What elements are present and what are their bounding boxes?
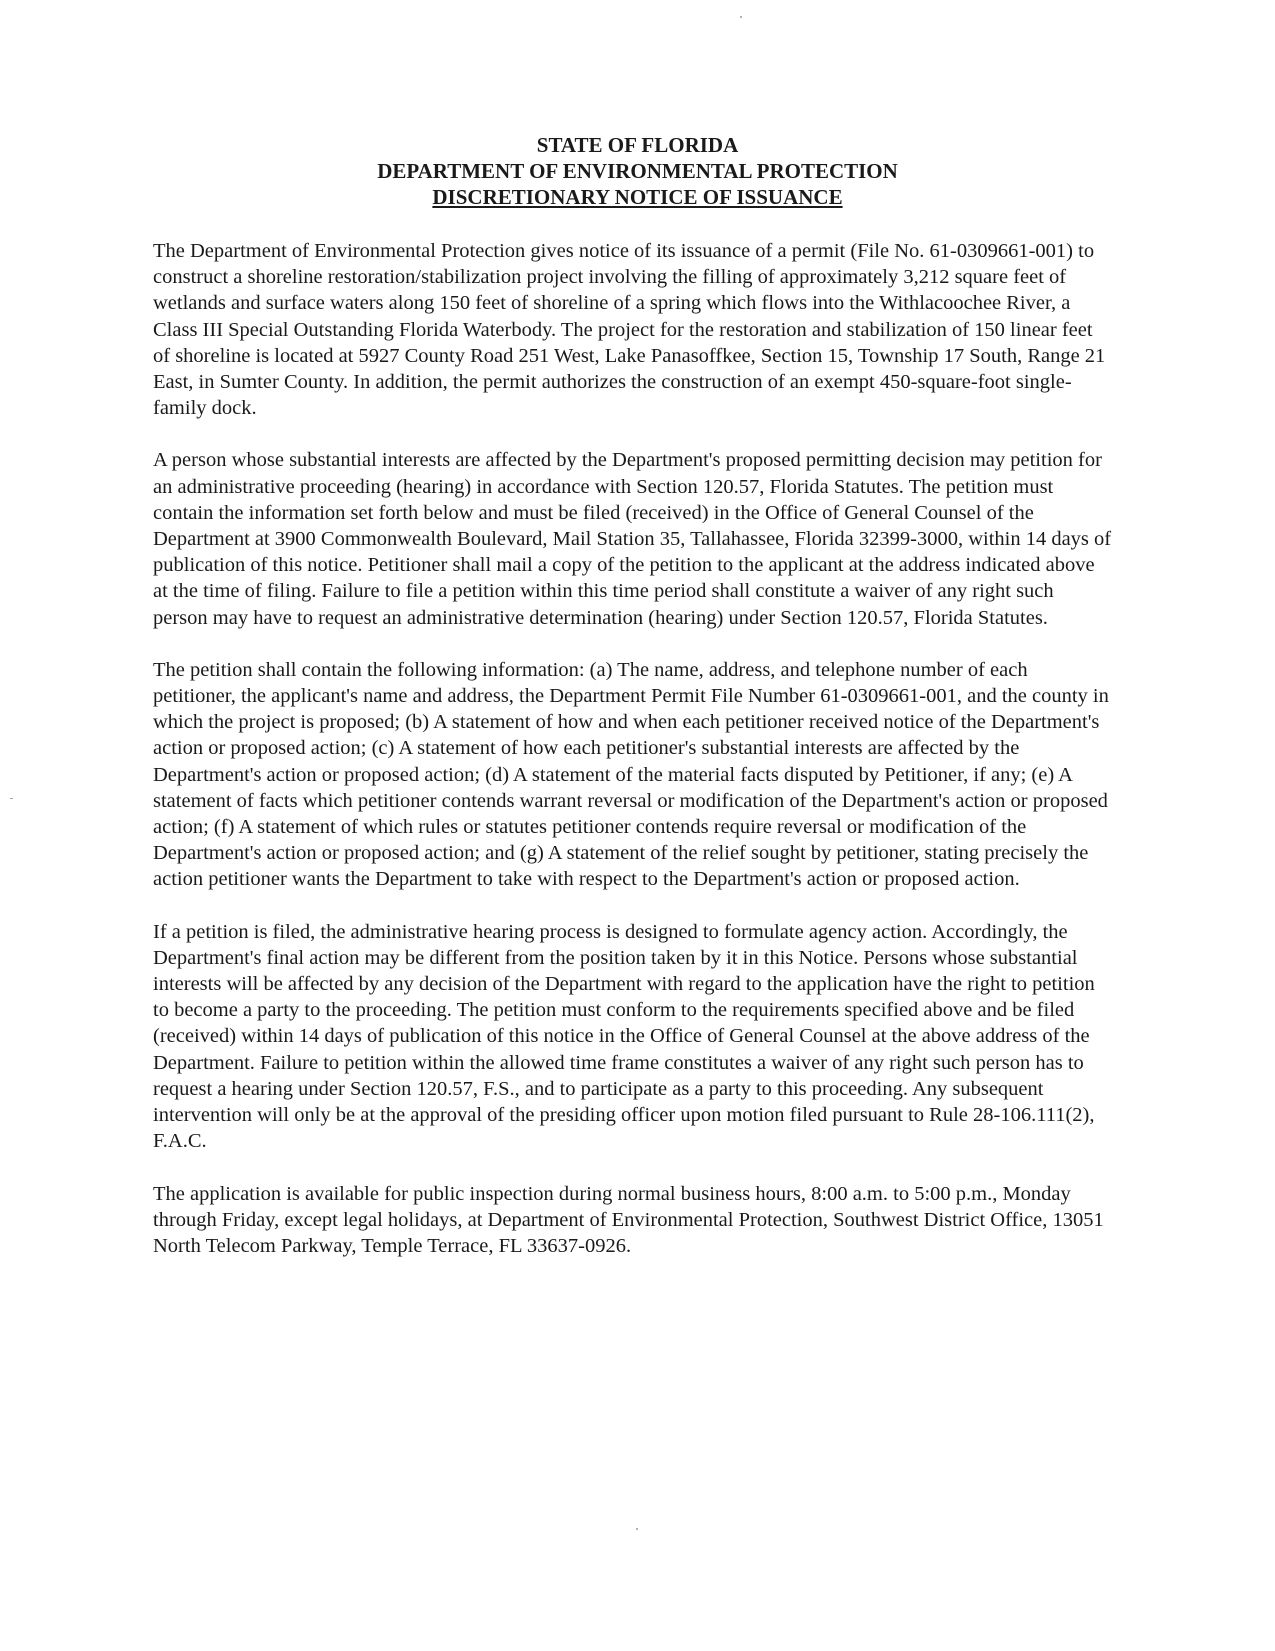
document-heading (0, 132, 1275, 210)
paragraph-permit-issuance: The Department of Environmental Protection gives notice of its issuance of a permit (File No. 61-0309661-001) to construct a shoreline restoration/stabilization project involving the filling of approximately 3,212 square feet of wetlands and surface waters along 150 feet of shoreline of a spring which flows into the Withlacoochee River, a Class III Special Outstanding Florida Waterbody. The project for the restoration and stabilization of 150 linear feet of shoreline is located at 5927 County Road 251 West, Lake Panasoffkee, Section 15, Township 17 South, Range 21 East, in Sumter County. In addition, the permit authorizes the construction of an exempt 450-square-foot single-family dock. (153, 240, 1106, 420)
scan-speck (636, 1528, 638, 1530)
paragraph-petition-rights: A person whose substantial interests are affected by the Department's proposed permitting decision may petition for an administrative proceeding (hearing) in accordance with Section 120.57, Florida Statutes. The petition must contain the information set forth below and must be filed (received) in the Office of General Counsel of the Department at 3900 Commonwealth Boulevard, Mail Station 35, Tallahassee, Florida 32399-3000, within 14 days of publication of this notice. Petitioner shall mail a copy of the petition to the applicant at the address indicated above at the time of filing. Failure to file a petition within this time period shall constitute a waiver of any right such person may have to request an administrative determination (hearing) under Section 120.57, Florida Statutes. (153, 449, 1112, 629)
paragraph-hearing-process: If a petition is filed, the administrative hearing process is designed to formulate agency action. Accordingly, the Department's final action may be different from the position taken by it in this Notice. Persons whose substantial interests will be affected by any decision of the Department with regard to the application have the right to petition to become a party to the proceeding. The petition must conform to the requirements specified above and be filed (received) within 14 days of publication of this notice in the Office of General Counsel at the above address of the Department. Failure to petition within the allowed time frame constitutes a waiver of any right such person has to request a hearing under Section 120.57, F.S., and to participate as a party to this proceeding. Any subsequent intervention will only be at the approval of the presiding officer upon motion filed pursuant to Rule 28-106.111(2), F.A.C. (153, 920, 1095, 1153)
heading-notice-title: DISCRETIONARY NOTICE OF ISSUANCE (432, 185, 843, 209)
heading-department: DEPARTMENT OF ENVIRONMENTAL PROTECTION (377, 159, 898, 183)
paragraph-petition-contents: The petition shall contain the following information: (a) The name, address, and telephone number of each petitioner, the applicant's name and address, the Department Permit File Number 61-0309661-001, and the county in which the project is proposed; (b) A statement of how and when each petitioner received notice of the Department's action or proposed action; (c) A statement of how each petitioner's substantial interests are affected by the Department's action or proposed action; (d) A statement of the material facts disputed by Petitioner, if any; (e) A statement of facts which petitioner contends warrant reversal or modification of the Department's action or proposed action; (f) A statement of which rules or statutes petitioner contends require reversal or modification of the Department's action or proposed action; and (g) A statement of the relief sought by petitioner, stating precisely the action petitioner wants the Department to take with respect to the Department's action or proposed action. (153, 658, 1109, 891)
paragraph-public-inspection: The application is available for public inspection during normal business hours, 8:00 a.m. to 5:00 p.m., Monday through Friday, except legal holidays, at Department of Environmental Protection, Southwest District Office, 13051 North Telecom Parkway, Temple Terrace, FL 33637-0926. (153, 1182, 1104, 1257)
document-body (153, 238, 1113, 1285)
scan-speck (740, 16, 742, 18)
heading-state: STATE OF FLORIDA (536, 133, 739, 157)
scan-speck (10, 798, 13, 799)
